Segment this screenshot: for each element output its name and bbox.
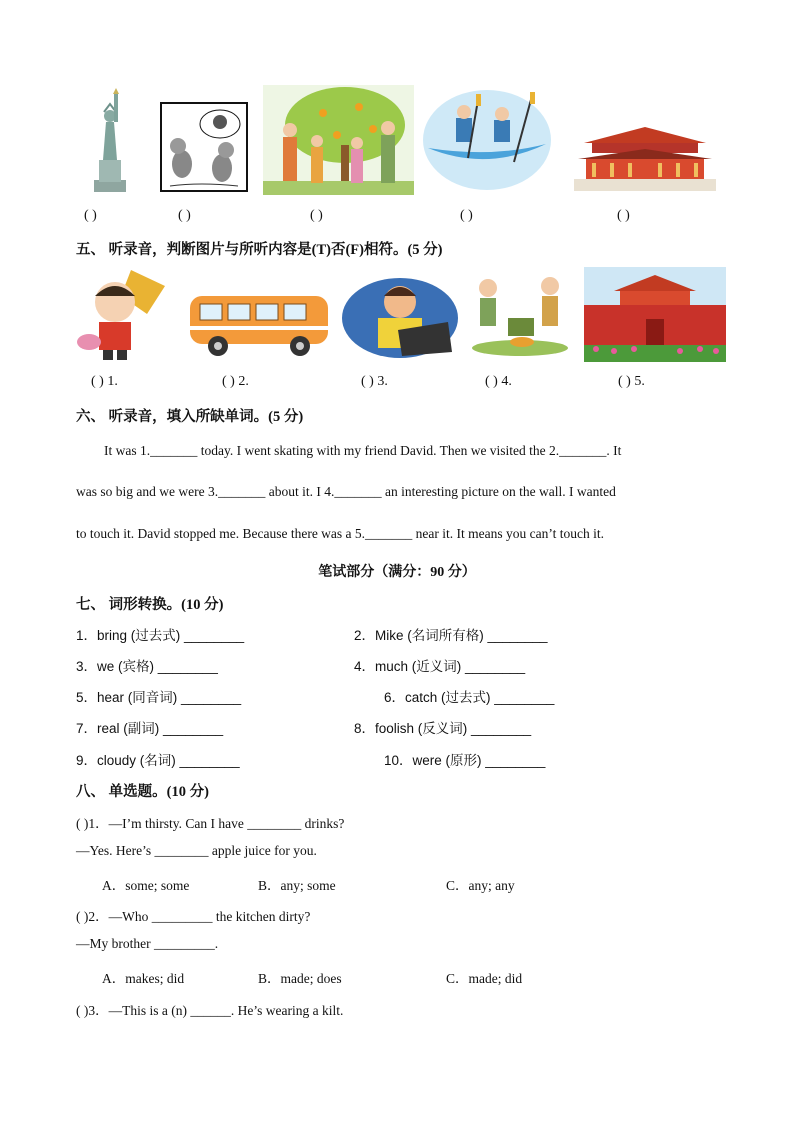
word-item-4[interactable]: 4．much (近义词) ________ (354, 659, 526, 674)
statue-of-liberty-icon (90, 88, 130, 192)
section5-item-5[interactable]: ( ) 5. (618, 374, 645, 389)
question-2-reply: —My brother _________. (76, 936, 219, 951)
word-item-3[interactable]: 3．we (宾格) ________ (76, 659, 218, 674)
mice-cartoon-icon (160, 102, 248, 192)
word-item-5[interactable]: 5．hear (同音词) ________ (76, 690, 242, 705)
section5-item-1[interactable]: ( ) 1. (91, 374, 118, 389)
word-item-10[interactable]: 10．were (原形) ________ (384, 753, 546, 768)
written-part-heading: 笔试部分（满分：90 分） (318, 565, 476, 580)
row1-bracket-2[interactable]: ( ) (178, 208, 191, 223)
word-item-6[interactable]: 6．catch (过去式) ________ (384, 690, 555, 705)
q2-option-c[interactable]: C．made; did (446, 971, 523, 986)
word-item-9[interactable]: 9．cloudy (名词) ________ (76, 753, 240, 768)
row1-bracket-4[interactable]: ( ) (460, 208, 473, 223)
canoeing-icon (422, 88, 552, 192)
row1-bracket-1[interactable]: ( ) (84, 208, 97, 223)
apple-picking-family-icon (263, 85, 414, 195)
question-1[interactable]: ( )1．—I’m thirsty. Can I have ________ drinks? (76, 816, 345, 831)
word-item-8[interactable]: 8．foolish (反义词) ________ (354, 721, 532, 736)
word-item-7[interactable]: 7．real (副词) ________ (76, 721, 224, 736)
passage-line-2: was so big and we were 3._______ about it. I 4._______ an interesting picture on the wall. I wanted (76, 484, 616, 499)
section5-item-4[interactable]: ( ) 4. (485, 374, 512, 389)
passage-line-3: to touch it. David stopped me. Because there was a 5._______ near it. It means you can’t touch it. (76, 526, 604, 541)
question-1-reply: —Yes. Here’s ________ apple juice for you. (76, 843, 317, 858)
section7-title: 七、 词形转换。(10 分) (76, 597, 224, 613)
tiananmen-icon (584, 267, 726, 362)
passage-line-1: It was 1._______ today. I went skating with my friend David. Then we visited the 2._______. It (104, 443, 622, 458)
q2-option-a[interactable]: A．makes; did (102, 971, 185, 986)
boy-with-kite-icon (75, 266, 167, 362)
section6-title: 六、 听录音，填入所缺单词。(5 分) (76, 409, 304, 425)
q1-option-c[interactable]: C．any; any (446, 878, 515, 893)
section5-item-3[interactable]: ( ) 3. (361, 374, 388, 389)
bus-icon (188, 292, 330, 358)
forbidden-city-icon (574, 125, 716, 191)
q1-option-a[interactable]: A．some; some (102, 878, 190, 893)
kids-planting-icon (470, 272, 572, 358)
word-item-1[interactable]: 1．bring (过去式) ________ (76, 628, 245, 643)
question-2[interactable]: ( )2．—Who _________ the kitchen dirty? (76, 909, 311, 924)
word-item-2[interactable]: 2．Mike (名词所有格) ________ (354, 628, 548, 643)
row1-bracket-5[interactable]: ( ) (617, 208, 630, 223)
man-with-laptop-icon (340, 268, 460, 360)
section5-item-2[interactable]: ( ) 2. (222, 374, 249, 389)
row1-bracket-3[interactable]: ( ) (310, 208, 323, 223)
section8-title: 八、 单选题。(10 分) (76, 784, 209, 800)
question-3[interactable]: ( )3．—This is a (n) ______. He’s wearing a kilt. (76, 1003, 344, 1018)
q2-option-b[interactable]: B．made; does (258, 971, 342, 986)
section5-title: 五、 听录音，判断图片与所听内容是(T)否(F)相符。(5 分) (76, 242, 443, 258)
q1-option-b[interactable]: B．any; some (258, 878, 336, 893)
